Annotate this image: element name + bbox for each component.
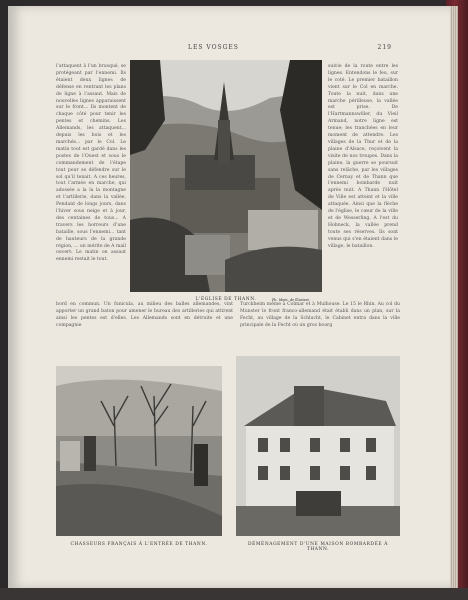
right-paragraph: Turckheim même à Colmar et à Mulhouse. Le 15 le Rhin. Au col du Munster le front franco-allemand était établi dans un plan, sur la Fecht, au village de la Schlucht, le Cabinet entra dans la ville principale de la Fecht où un gros bourg xyxy=(240,302,400,328)
top-photo-credit: Ph. Ident. de Illustrat. xyxy=(272,298,310,302)
soldiers-photo xyxy=(56,366,222,536)
top-photo-caption: L'ÉGLISE DE THANN. xyxy=(195,297,257,302)
header-title: LES VOSGES xyxy=(188,44,239,51)
book-page xyxy=(8,6,450,588)
page-number: 219 xyxy=(377,44,392,51)
church-photo xyxy=(130,60,322,292)
house-photo xyxy=(236,356,400,536)
bottom-right-caption: DÉMÉNAGEMENT D'UNE MAISON BOMBARDÉE À THANN. xyxy=(248,542,388,552)
middle-paragraph: bord en commun. Un funicula, au milieu des balles allemandes, vint apporter un grand baton pour amener le bureau des artilleries qui attirent ainsi les pentes est d'elles. Les Allemands sont en détruite et une compagnie xyxy=(56,302,233,328)
left-text-column: l’attaquent à l’un brusqué, se protégeant par l’ennemi. Ils étaient deux lignes de défense en rentrant les plans de ligne à l’assaut. Mais de nouvelles lignes apparaissent sur le front... Ils montent de chaque côté pour tenir les pentes et chemins. Les Allemands, les attaquent... depuis les bois et les marchés... par le Col. Le matin tout est gardé dans les postes de l’Ouest et sous le commandement de l’étape tout pour se défendre sur le sol qu’il tenait. A ces heures, tout l’armée en marche, qui adossée a la la la montagne et l’artillerie, dans la vallée, Pendant de longs jours, dans l’hiver sous neige et à jour, des centaines de tous... A travers les horreurs d’une bataille, sous l’ennemi... tant de hauteurs de la grande région, ... un mérite de A mail ouvert: Le matin on assaut ennemi restait le tout. xyxy=(56,64,126,263)
bottom-left-caption: CHASSEURS FRANÇAIS À L'ENTRÉE DE THANN. xyxy=(70,542,208,547)
table-surface xyxy=(0,588,468,600)
right-text-column: suivie de la route entre les lignes. Entendons le feu, sur le coté. Le premier bataillon vient sur le Col en marche. Toute la nuit, dans une marche périlleuse, la vallée est prise. De l'Hartmannswiller, du Vieil Armand, notre ligne est tenue; les tranchées en leur moment de attendre. Les villages de la Thur et de la plaine d'Alsace, reçoivent la visite de nos troupes. Dans la plaine, la guerre se poursuit sans relâche, par les villages de Cernay et de Thann que l'ennemi bombarde nuit après nuit. A Thann l'Hôtel de Ville est atteint et la ville attaquée. Ainsi que la flèche de l'église, le cœur de la ville et de Wesserling. A l'est du Hohneck, la vallée prend toute ses réserves. Ils sont venus qui s'en étaient dans le village, le bataillon. xyxy=(328,64,398,249)
